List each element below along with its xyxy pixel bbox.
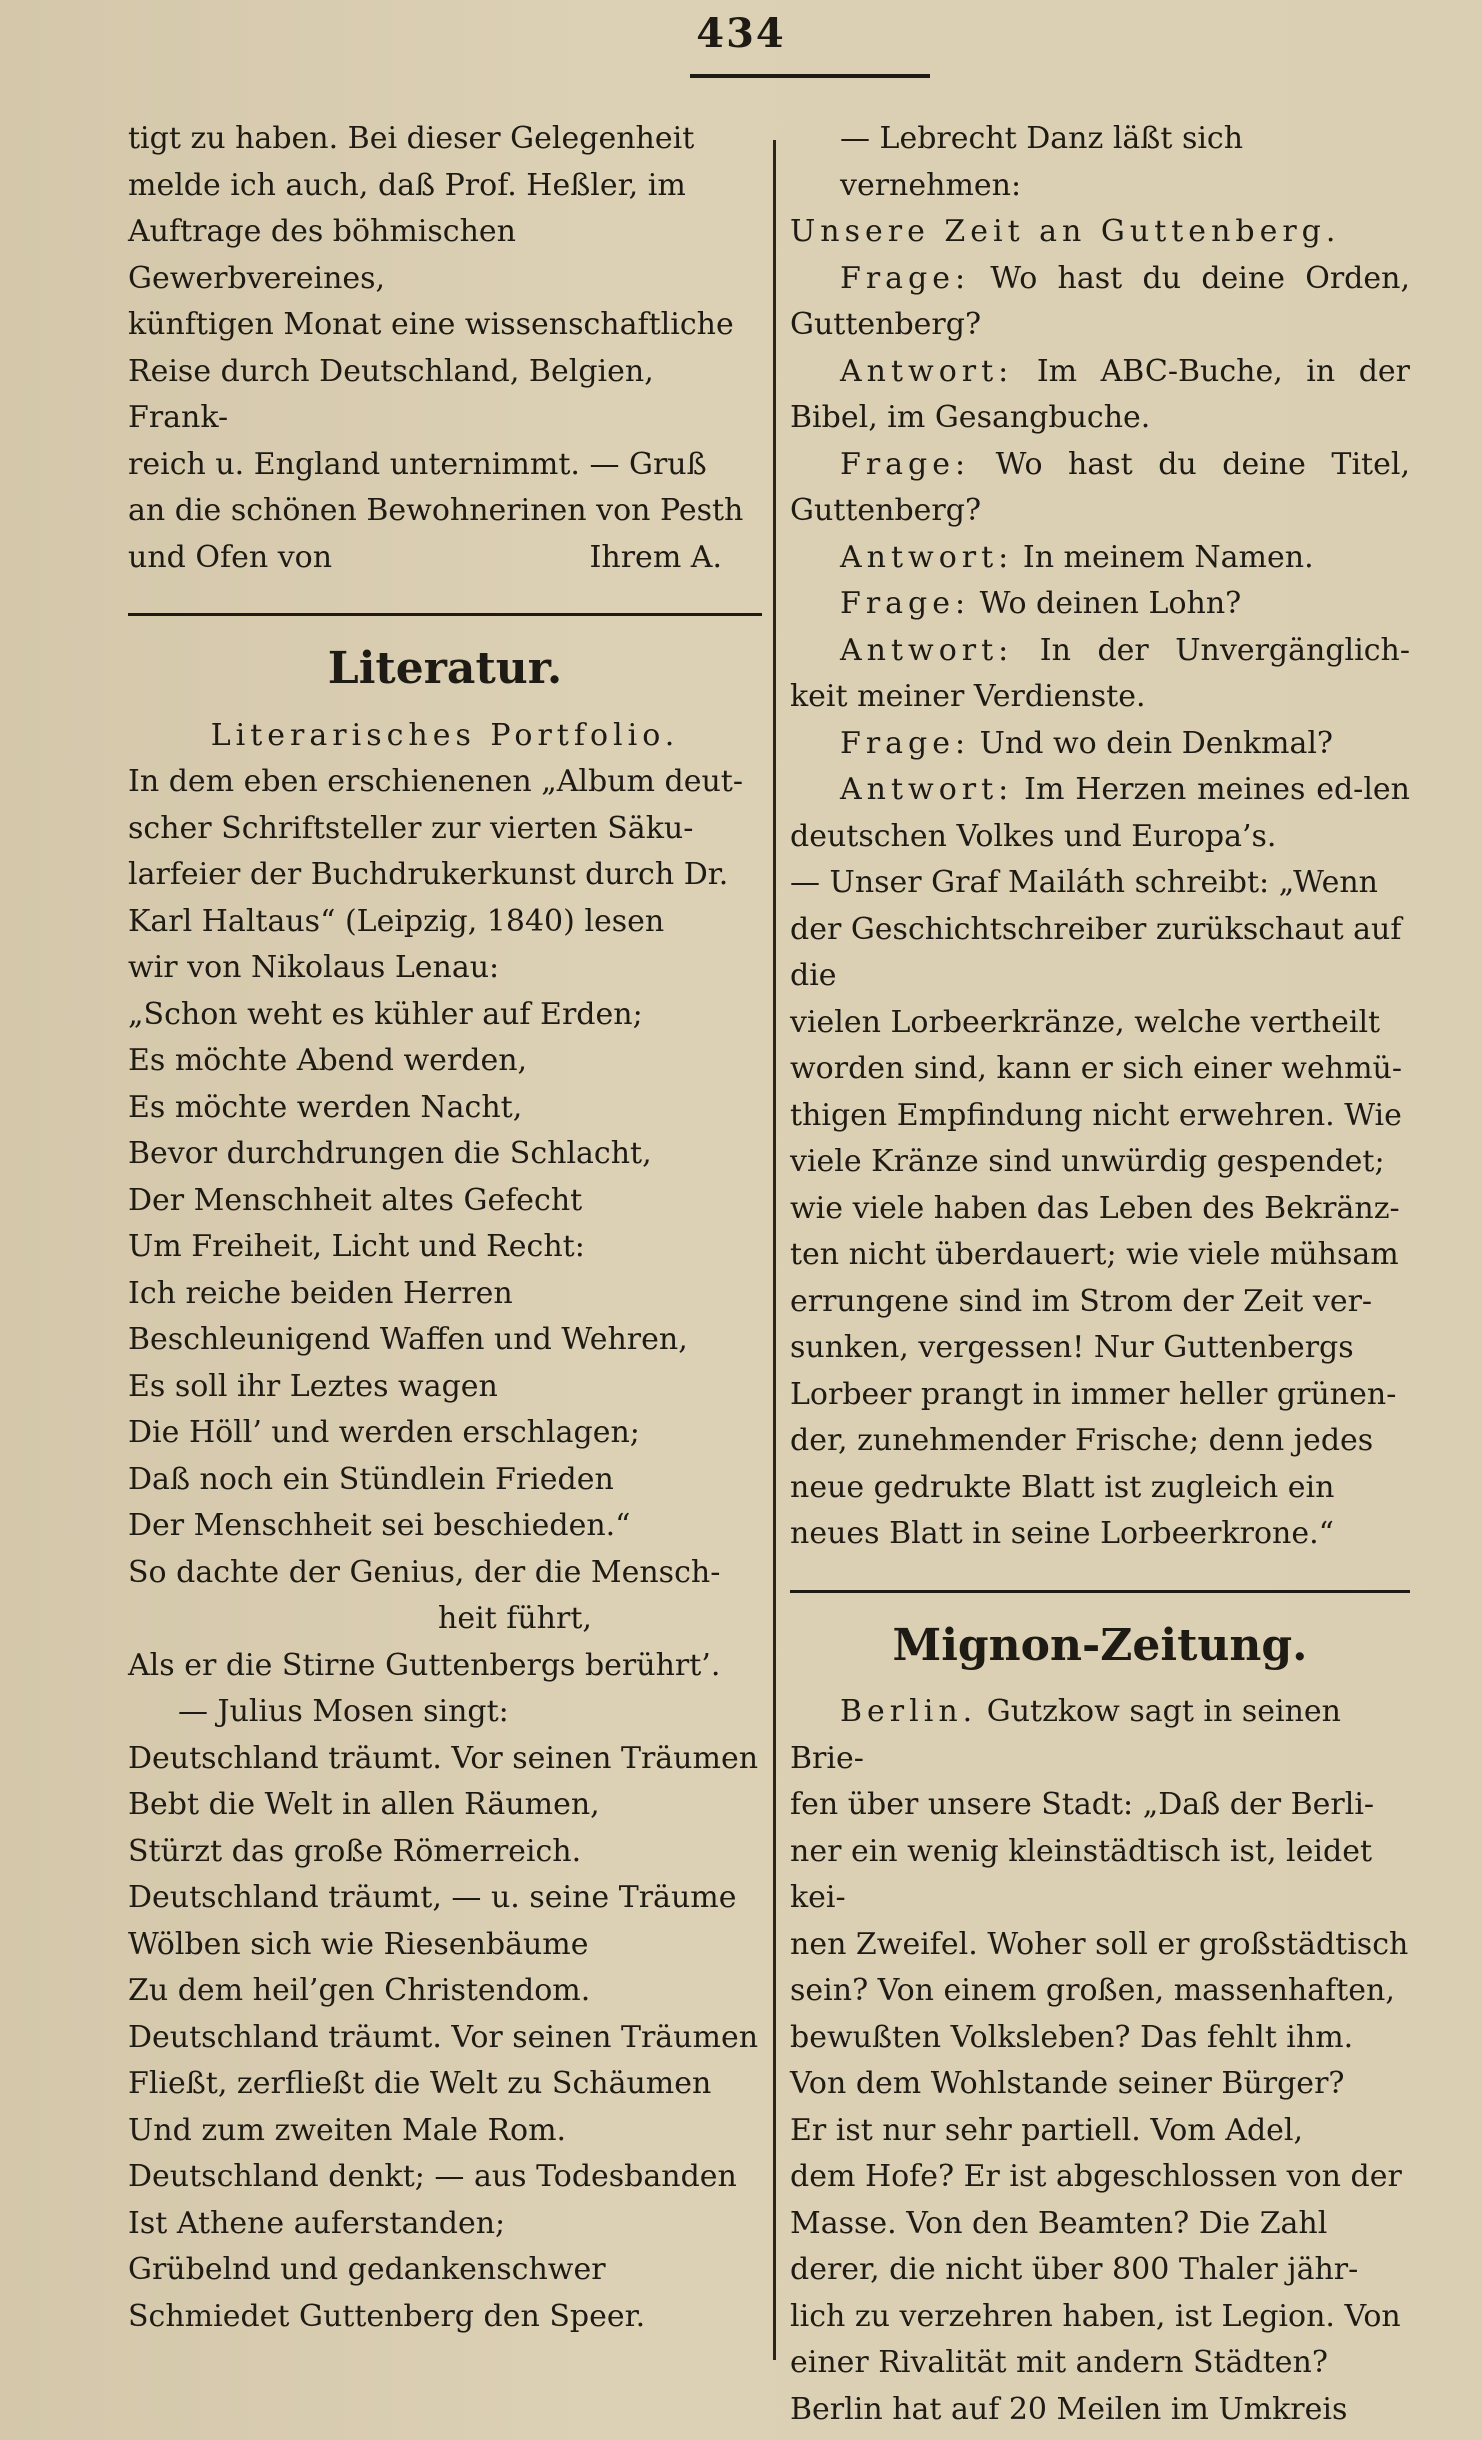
poem-line: Ist Athene auferstanden; — [128, 2205, 506, 2241]
text-line: viele Kränze sind unwürdig gespendet; — [790, 1144, 1385, 1179]
text-line: neue gedrukte Blatt ist zugleich ein — [790, 1469, 1335, 1505]
poem-line: So dachte der Genius, der die Mensch- — [128, 1554, 721, 1590]
qa-label: Frage: — [840, 586, 971, 621]
berlin-paragraph — [790, 1689, 1410, 2433]
poem-line: Deutschland träumt. Vor seinen Träumen — [128, 1740, 759, 1776]
text-line: worden sind, kann er sich einer wehmü- — [790, 1051, 1402, 1086]
text-line: einer Rivalität mit andern Städten? — [790, 2345, 1328, 2380]
poem-line: Der Menschheit altes Gefecht — [128, 1182, 583, 1218]
text-line: Von dem Wohlstande seiner Bürger? — [790, 2066, 1345, 2101]
text-span: Gutzkow sagt in seinen Brie- — [790, 1694, 1342, 1776]
text-line: lich zu verzehren haben, ist Legion. Von — [790, 2298, 1401, 2334]
text-line: Er ist nur sehr partiell. Vom Adel, — [790, 2112, 1304, 2148]
qa-dialog — [790, 256, 1410, 861]
qa-text: Im ABC-Buche, in der Bibel, im Gesangbuche. — [790, 353, 1410, 435]
poem-line-continuation: heit führt, — [438, 1601, 592, 1636]
closing-text: und Ofen von — [128, 539, 333, 575]
qa-label: Frage: — [840, 260, 971, 296]
poem-line: Deutschland träumt. Vor seinen Träumen — [128, 2019, 759, 2055]
left-column — [128, 116, 762, 2340]
intro-paragraph — [128, 116, 762, 581]
text-line: reich u. England unternimmt. — Gruß — [128, 446, 707, 482]
text-line: scher Schriftsteller zur vierten Säku- — [128, 810, 694, 846]
poem-line: Bevor durchdrungen die Schlacht, — [128, 1136, 652, 1171]
qa-entry — [790, 721, 1410, 768]
qa-text: In der Unvergänglich-keit meiner Verdienste. — [790, 632, 1410, 714]
text-line: sunken, vergessen! Nur Guttenbergs — [790, 1330, 1354, 1365]
text-line: Masse. Von den Beamten? Die Zahl — [790, 2205, 1328, 2241]
lenau-poem — [128, 992, 762, 1690]
poem-line: Stürzt das große Römerreich. — [128, 1833, 582, 1869]
qa-text: Wo hast du deine Titel, Guttenberg? — [790, 446, 1410, 528]
text-line: künftigen Monat eine wissenschaftliche — [128, 307, 734, 342]
qa-entry — [790, 535, 1410, 582]
text-line: fen über unsere Stadt: „Daß der Berli- — [790, 1787, 1375, 1822]
text-line: vielen Lorbeerkränze, welche vertheilt — [790, 1004, 1381, 1040]
text-line — [790, 1689, 1410, 1782]
qa-label: Frage: — [840, 446, 971, 482]
qa-label: Antwort: — [840, 772, 1014, 807]
qa-entry — [790, 767, 1410, 860]
section-rule — [128, 613, 762, 616]
text-line: nen Zweifel. Woher soll er großstädtisch — [790, 1926, 1409, 1962]
text-line: dem Hofe? Er ist abgeschlossen von der — [790, 2159, 1402, 2194]
poem-line: Um Freiheit, Licht und Recht: — [128, 1229, 585, 1264]
qa-text: In meinem Namen. — [1022, 539, 1314, 575]
text-line: errungene sind im Strom der Zeit ver- — [790, 1283, 1373, 1319]
album-paragraph — [128, 759, 762, 992]
danz-title: Unsere Zeit an Guttenberg. — [790, 214, 1341, 249]
qa-entry — [790, 256, 1410, 349]
poem-line: Wölben sich wie Riesenbäume — [128, 1926, 589, 1962]
poem-line: Bebt die Welt in allen Räumen, — [128, 1787, 600, 1822]
qa-entry — [790, 442, 1410, 535]
qa-entry — [790, 581, 1410, 628]
poem-line: Ich reiche beiden Herren — [128, 1275, 513, 1311]
text-line: wie viele haben das Leben des Bekränz- — [790, 1190, 1400, 1226]
text-line: In dem eben erschienenen „Album deut- — [128, 764, 743, 799]
section-rule — [790, 1590, 1410, 1593]
text-line: larfeier der Buchdrukerkunst durch Dr. — [128, 857, 729, 892]
qa-text: Wo hast du deine Orden, Guttenberg? — [790, 260, 1410, 342]
text-line: Lorbeer prangt in immer heller grünen- — [790, 1376, 1397, 1412]
poem-line: Schmiedet Guttenberg den Speer. — [128, 2298, 646, 2334]
text-line: melde ich auch, daß Prof. Heßler, im — [128, 167, 686, 203]
text-line: der Geschichtschreiber zurükschaut auf die — [790, 911, 1402, 993]
qa-text: Und wo dein Denkmal? — [979, 725, 1334, 761]
text-line: tigt zu haben. Bei dieser Gelegenheit — [128, 121, 695, 156]
text-line: an die schönen Bewohnerinen von Pesth — [128, 493, 744, 528]
place-label: Berlin. — [840, 1694, 978, 1729]
right-column — [790, 116, 1410, 2433]
qa-label: Frage: — [840, 725, 971, 761]
poem-line: Und zum zweiten Male Rom. — [128, 2112, 567, 2148]
mailath-paragraph — [790, 860, 1410, 1558]
section-title-mignon: Mignon-Zeitung. — [892, 1619, 1308, 1671]
text-line: Reise durch Deutschland, Belgien, Frank- — [128, 353, 654, 435]
poem-line: Fließt, zerfließt die Welt zu Schäumen — [128, 2066, 712, 2101]
signature: Ihrem A. — [589, 539, 722, 575]
mosen-poem — [128, 1736, 762, 2341]
text-line: derer, die nicht über 800 Thaler jähr- — [790, 2252, 1359, 2287]
poem-line: Es möchte werden Nacht, — [128, 1089, 523, 1125]
poem-line: „Schon weht es kühler auf Erden; — [128, 996, 643, 1032]
poem-line: Zu dem heil’gen Christendom. — [128, 1973, 591, 2008]
text-line: der, zunehmender Frische; denn jedes — [790, 1423, 1374, 1458]
column-divider — [773, 140, 776, 2360]
poem-line: Der Menschheit sei beschieden.“ — [128, 1508, 631, 1543]
qa-label: Antwort: — [840, 632, 1014, 668]
header-rule — [690, 74, 930, 78]
poem-line: Es möchte Abend werden, — [128, 1043, 528, 1078]
text-line: ner ein wenig kleinstädtisch ist, leidet kei- — [790, 1833, 1373, 1915]
poem-line: Die Höll’ und werden erschlagen; — [128, 1415, 640, 1450]
text-line: neues Blatt in seine Lorbeerkrone.“ — [790, 1516, 1334, 1551]
qa-text: Wo deinen Lohn? — [979, 586, 1242, 621]
poem-line: Deutschland träumt, — u. seine Träume — [128, 1880, 737, 1915]
mosen-intro: — Julius Mosen singt: — [178, 1694, 509, 1729]
text-line: wir von Nikolaus Lenau: — [128, 950, 500, 985]
poem-line: Daß noch ein Stündlein Frieden — [128, 1461, 614, 1497]
text-line: sein? Von einem großen, massenhaften, — [790, 1973, 1395, 2008]
poem-line: Beschleunigend Waffen und Wehren, — [128, 1322, 688, 1357]
qa-text: Im Herzen meines ed-len deutschen Volkes und Europa’s. — [790, 772, 1410, 854]
signature-line — [128, 535, 762, 582]
text-line: Auftrage des böhmischen Gewerbvereines, — [128, 214, 516, 296]
section-title-literatur: Literatur. — [327, 643, 563, 694]
poem-line: Grübelnd und gedankenschwer — [128, 2252, 606, 2287]
text-line: Karl Haltaus“ (Leipzig, 1840) lesen — [128, 903, 665, 939]
text-line: bewußten Volksleben? Das fehlt ihm. — [790, 2019, 1354, 2055]
text-line: Berlin hat auf 20 Meilen im Umkreis — [790, 2391, 1348, 2427]
qa-label: Antwort: — [840, 539, 1014, 575]
text-line: — Unser Graf Mailáth schreibt: „Wenn — [790, 865, 1378, 900]
page-number: 434 — [696, 10, 786, 57]
subsection-title: Literarisches Portfolio. — [210, 717, 680, 753]
text-line: thigen Empfindung nicht erwehren. Wie — [790, 1097, 1402, 1133]
qa-label: Antwort: — [840, 353, 1014, 389]
qa-entry — [790, 349, 1410, 442]
poem-line: Es soll ihr Leztes wagen — [128, 1368, 498, 1404]
poem-line: Deutschland denkt; — aus Todesbanden — [128, 2159, 737, 2194]
danz-intro: — Lebrecht Danz läßt sich vernehmen: — [840, 121, 1244, 203]
qa-entry — [790, 628, 1410, 721]
text-line: ten nicht überdauert; wie viele mühsam — [790, 1237, 1399, 1272]
poem-line: Als er die Stirne Guttenbergs berührt’. — [128, 1647, 721, 1683]
